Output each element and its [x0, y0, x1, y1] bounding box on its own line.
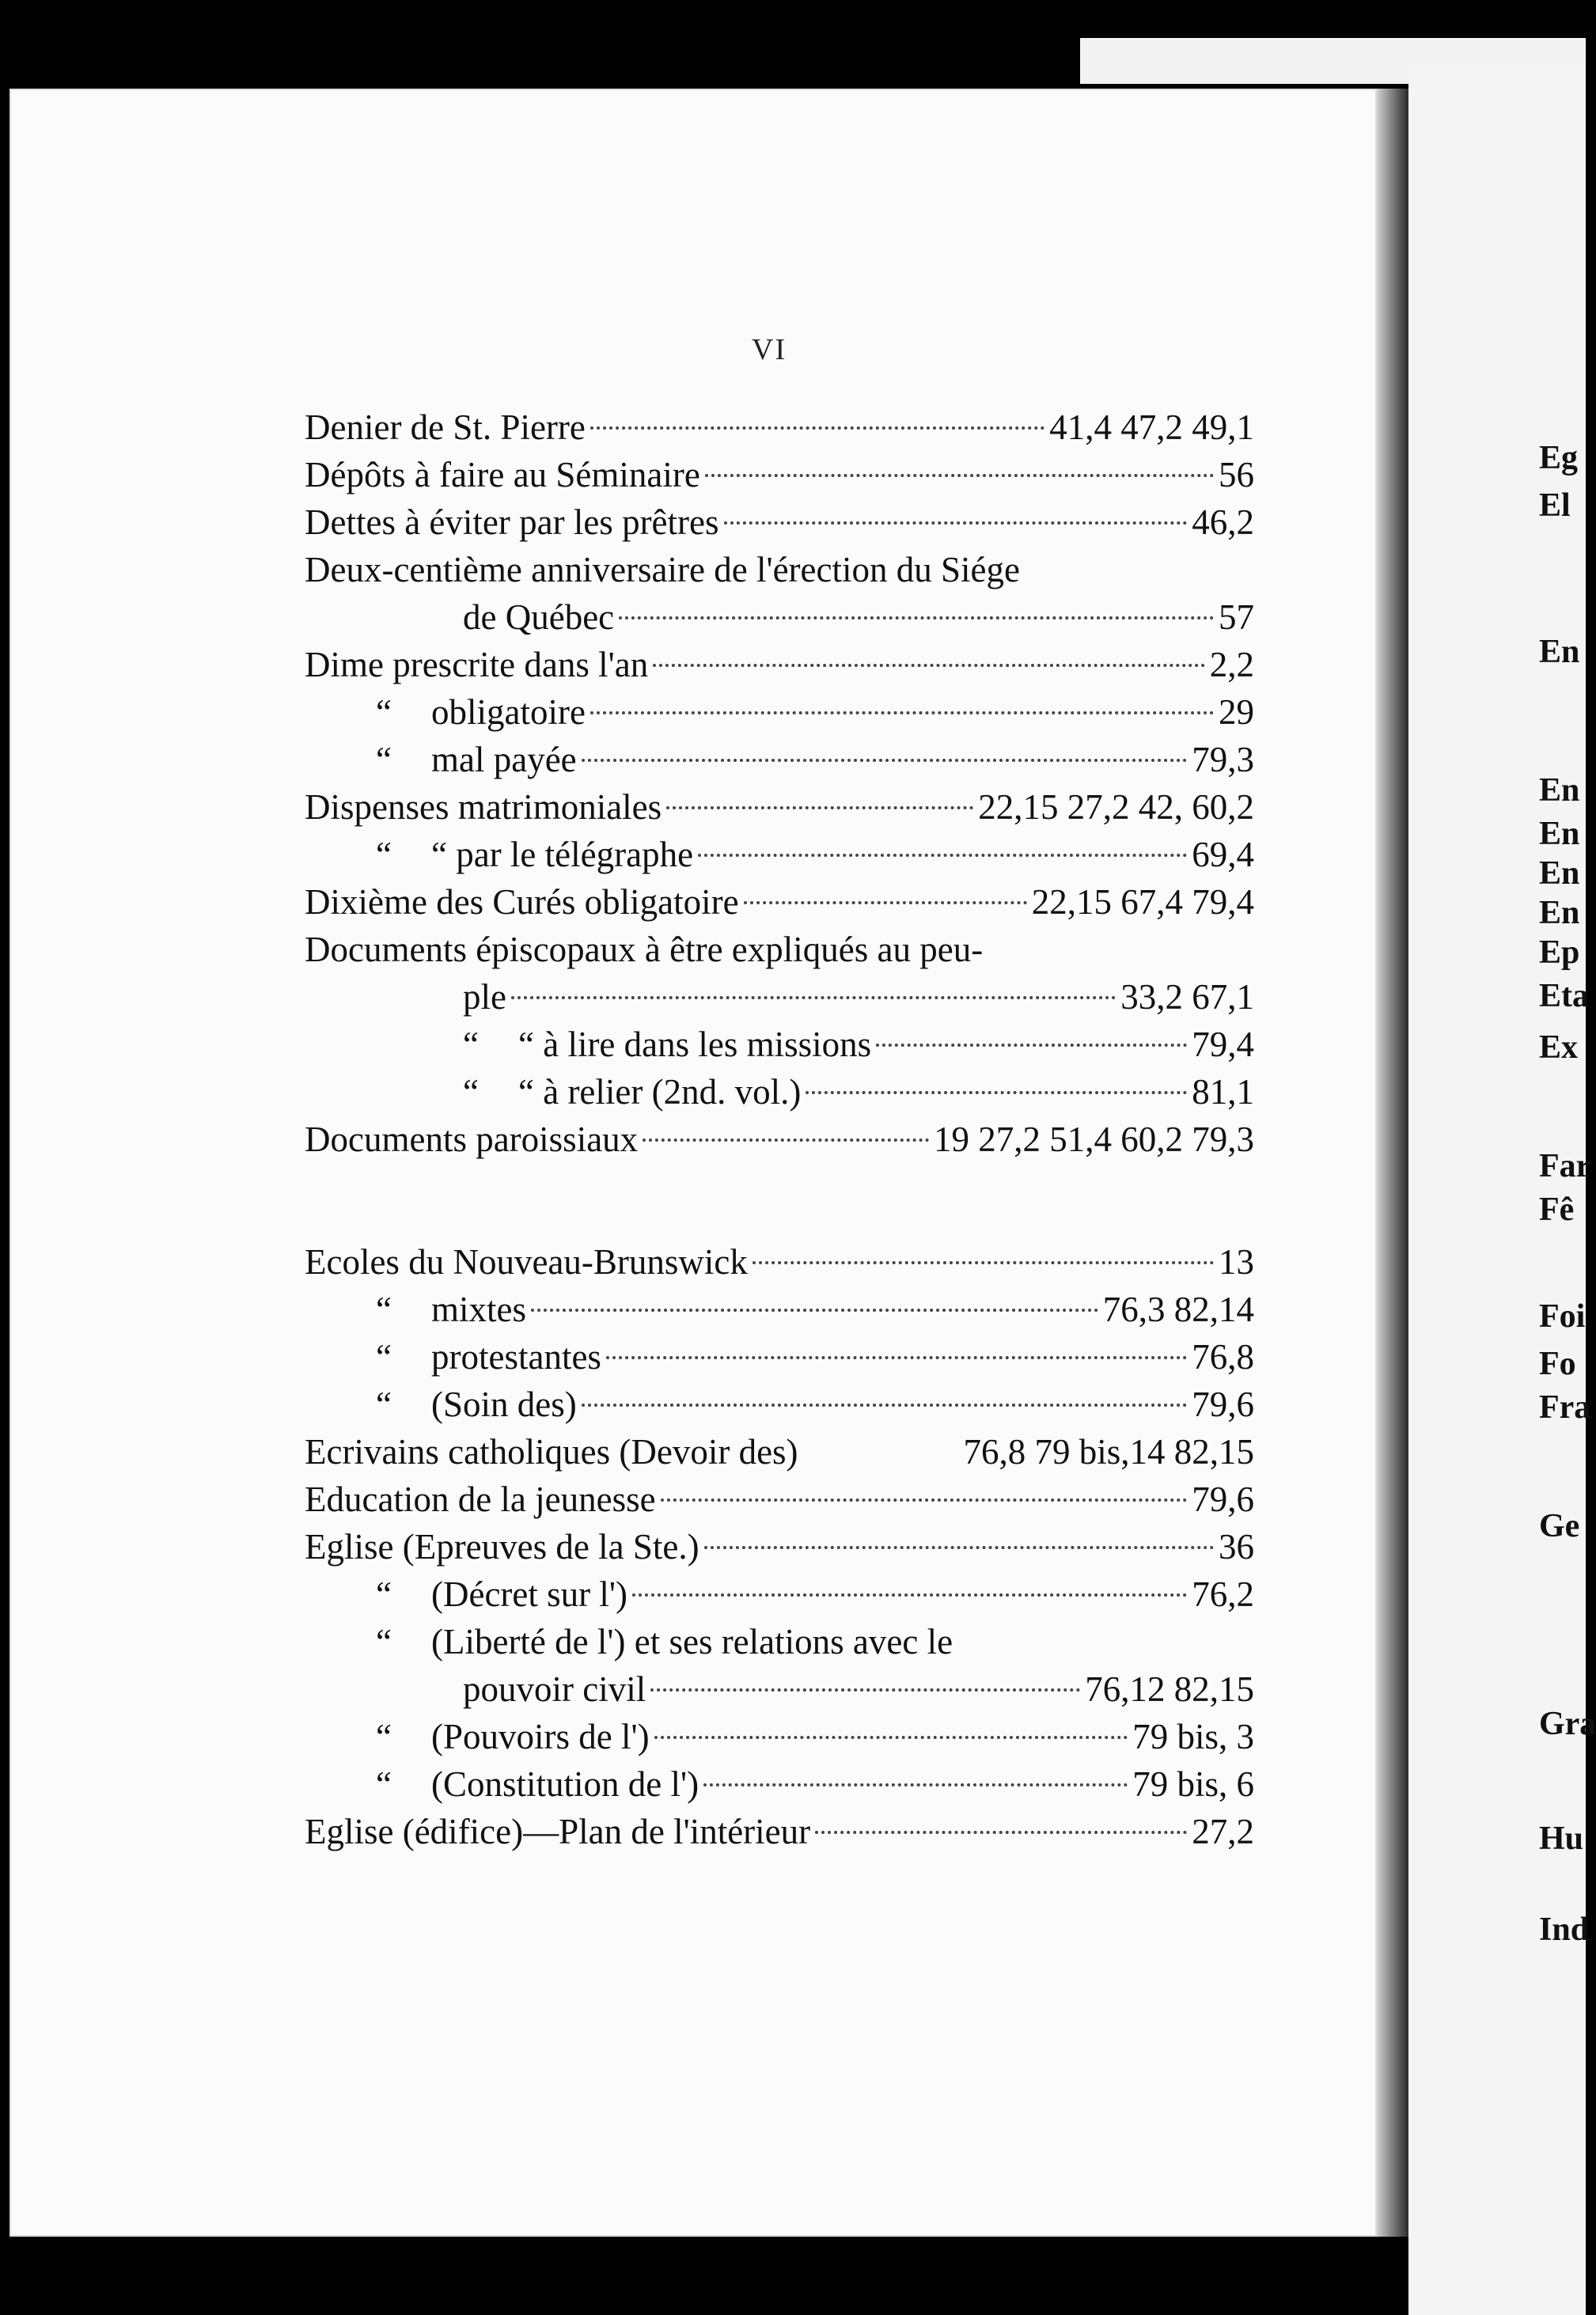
entry-pages: 79 bis, 6 — [1132, 1764, 1254, 1804]
entry-label: Dime prescrite dans l'an — [305, 645, 649, 684]
entry-label: mal payée — [431, 740, 577, 779]
entry-label: (Pouvoirs de l') — [431, 1717, 650, 1756]
entry-label: Documents épiscopaux à être expliqués au peu- — [305, 930, 984, 969]
index-entry — [305, 688, 1254, 736]
entry-pages: 81,1 — [1192, 1072, 1254, 1112]
ditto-mark: “ — [376, 835, 392, 874]
entry-pages: 56 — [1219, 455, 1254, 494]
ditto-mark: “ — [376, 1622, 392, 1661]
index-entry — [305, 878, 1254, 926]
entry-label: de Québec — [463, 597, 615, 637]
entry-label: “ par le télégraphe — [431, 835, 694, 874]
index-entry — [305, 498, 1254, 546]
facing-page-word-fragment: Ind — [1539, 1911, 1590, 1948]
index-entry — [305, 973, 1254, 1021]
dot-leader — [582, 1404, 1188, 1407]
entry-label: (Soin des) — [431, 1385, 577, 1424]
facing-page-word-fragment: Foi — [1539, 1298, 1586, 1335]
dot-leader — [703, 1783, 1128, 1786]
dot-leader — [590, 426, 1044, 430]
index-entry — [305, 593, 1254, 641]
facing-page-word-fragment: El — [1539, 487, 1571, 524]
entry-pages: 41,4 47,2 49,1 — [1049, 407, 1254, 447]
page-number: VI — [752, 333, 787, 366]
entry-pages: 29 — [1219, 692, 1254, 732]
entry-label: pouvoir civil — [463, 1669, 646, 1709]
dot-leader — [815, 1831, 1187, 1834]
entry-label: Education de la jeunesse — [305, 1480, 656, 1519]
entry-label: obligatoire — [431, 692, 586, 732]
ditto-mark: “ — [376, 1717, 392, 1756]
dot-leader — [806, 1091, 1187, 1094]
dot-leader — [590, 711, 1214, 714]
facing-page-word-fragment: En — [1539, 634, 1580, 670]
entry-pages: 22,15 67,4 79,4 — [1031, 882, 1254, 922]
dot-leader — [632, 1593, 1187, 1597]
entry-label: (Décret sur l') — [431, 1574, 627, 1614]
index-entry — [305, 641, 1254, 688]
index-entry — [305, 1238, 1254, 1286]
facing-page-word-fragment: En — [1539, 816, 1580, 852]
ditto-mark: “ — [376, 1574, 392, 1614]
index-entry — [305, 451, 1254, 498]
entry-label: Dixième des Curés obligatoire — [305, 882, 739, 922]
index-entry — [305, 546, 1254, 593]
entry-label: Ecrivains catholiques (Devoir des) — [305, 1432, 798, 1472]
dot-leader — [582, 759, 1188, 762]
ditto-mark: “ — [463, 1072, 479, 1112]
facing-page-word-fragment: Eg — [1539, 440, 1579, 476]
index-entry — [305, 1760, 1254, 1808]
dot-leader — [654, 1736, 1128, 1739]
facing-page-word-fragment: Gra — [1539, 1706, 1596, 1742]
index-entry — [305, 831, 1254, 878]
entry-label: Denier de St. Pierre — [305, 407, 586, 447]
entry-label: mixtes — [431, 1290, 526, 1329]
entry-label: Documents paroissiaux — [305, 1120, 639, 1159]
entry-pages: 79,6 — [1192, 1385, 1254, 1424]
entry-label: Dépôts à faire au Séminaire — [305, 455, 700, 494]
index-entry — [305, 736, 1254, 783]
index-entry — [305, 1618, 1254, 1665]
facing-page-word-fragment: En — [1539, 855, 1580, 892]
index-entry — [305, 1665, 1254, 1713]
entry-pages: 57 — [1219, 597, 1254, 637]
index-section-d — [305, 404, 1254, 1163]
entry-pages: 76,8 — [1192, 1337, 1254, 1377]
dot-leader — [744, 901, 1027, 904]
facing-page-word-fragment: Ep — [1539, 934, 1580, 971]
facing-page-word-fragment: En — [1539, 772, 1580, 809]
index-entry — [305, 1428, 1254, 1476]
dot-leader — [698, 854, 1187, 857]
page-gutter-shadow — [1377, 89, 1408, 2237]
index-entry — [305, 1021, 1254, 1068]
index-entry — [305, 1570, 1254, 1618]
entry-label: ple — [463, 977, 506, 1017]
index-entry — [305, 404, 1254, 451]
dot-leader — [531, 1309, 1098, 1312]
entry-label: Deux-centième anniversaire de l'érection du Siége — [305, 550, 1020, 589]
dot-leader — [753, 1261, 1214, 1264]
entry-pages: 79,6 — [1192, 1480, 1254, 1519]
entry-label: Eglise (Epreuves de la Ste.) — [305, 1527, 699, 1567]
dot-leader — [606, 1356, 1187, 1359]
dot-leader — [666, 806, 973, 809]
dot-leader — [661, 1498, 1188, 1502]
entry-label: Dettes à éviter par les prêtres — [305, 502, 719, 542]
index-entry — [305, 1808, 1254, 1855]
entry-label: “ à relier (2nd. vol.) — [518, 1072, 802, 1112]
facing-page-word-fragment: Far — [1539, 1148, 1591, 1184]
index-entry — [305, 1286, 1254, 1333]
facing-page — [1408, 63, 1586, 2315]
entry-label: “ à lire dans les missions — [518, 1025, 872, 1064]
entry-label: Ecoles du Nouveau-Brunswick — [305, 1242, 748, 1282]
index-entry — [305, 1476, 1254, 1523]
dot-leader — [724, 521, 1188, 525]
facing-page-word-fragment: Eta — [1539, 978, 1589, 1014]
facing-page-word-fragment: En — [1539, 895, 1580, 931]
index-entry — [305, 1116, 1254, 1163]
ditto-mark: “ — [376, 1764, 392, 1804]
index-entry — [305, 1068, 1254, 1116]
entry-label: protestantes — [431, 1337, 601, 1377]
facing-page-word-fragment: Ex — [1539, 1029, 1579, 1066]
index-entry — [305, 926, 1254, 973]
ditto-mark: “ — [376, 1290, 392, 1329]
facing-page-word-fragment: Fê — [1539, 1192, 1575, 1228]
facing-page-word-fragment: Fo — [1539, 1346, 1576, 1382]
entry-pages: 36 — [1219, 1527, 1254, 1567]
dot-leader — [653, 664, 1205, 667]
facing-page-word-fragment: Hu — [1539, 1821, 1584, 1857]
dot-leader — [704, 1546, 1214, 1549]
entry-pages: 22,15 27,2 42, 60,2 — [978, 787, 1254, 827]
entry-pages: 79,3 — [1192, 740, 1254, 779]
dot-leader — [876, 1044, 1187, 1047]
dot-leader — [511, 996, 1116, 999]
entry-pages: 79 bis, 3 — [1132, 1717, 1254, 1756]
entry-label: (Constitution de l') — [431, 1764, 699, 1804]
facing-page-word-fragment: Ge — [1539, 1508, 1580, 1544]
ditto-mark: “ — [376, 1337, 392, 1377]
entry-label: (Liberté de l') et ses relations avec le — [431, 1622, 953, 1661]
ditto-mark: “ — [376, 740, 392, 779]
index-entry — [305, 1713, 1254, 1760]
entry-pages: 19 27,2 51,4 60,2 79,3 — [934, 1120, 1254, 1159]
index-entry — [305, 1381, 1254, 1428]
dot-leader — [705, 474, 1214, 477]
index-entry — [305, 1523, 1254, 1570]
index-entries — [305, 404, 1254, 1855]
entry-pages: 27,2 — [1192, 1812, 1254, 1851]
section-gap — [305, 1163, 1254, 1238]
ditto-mark: “ — [463, 1025, 479, 1064]
ditto-mark: “ — [376, 692, 392, 732]
dot-leader — [643, 1139, 929, 1142]
entry-pages: 13 — [1219, 1242, 1254, 1282]
entry-pages: 2,2 — [1209, 645, 1254, 684]
entry-pages: 76,12 82,15 — [1085, 1669, 1254, 1709]
entry-pages: 33,2 67,1 — [1120, 977, 1254, 1017]
entry-pages: 76,2 — [1192, 1574, 1254, 1614]
ditto-mark: “ — [376, 1385, 392, 1424]
entry-pages: 76,3 82,14 — [1102, 1290, 1254, 1329]
dot-leader — [619, 616, 1214, 619]
entry-pages: 76,8 79 bis,14 82,15 — [963, 1432, 1254, 1472]
facing-page-word-fragment: Fra — [1539, 1389, 1591, 1426]
index-entry — [305, 1333, 1254, 1381]
index-entry — [305, 783, 1254, 831]
index-section-e — [305, 1238, 1254, 1855]
entry-pages: 79,4 — [1192, 1025, 1254, 1064]
entry-label: Eglise (édifice)—Plan de l'intérieur — [305, 1812, 811, 1851]
dot-leader — [650, 1688, 1080, 1692]
entry-pages: 46,2 — [1192, 502, 1254, 542]
entry-pages: 69,4 — [1192, 835, 1254, 874]
entry-label: Dispenses matrimoniales — [305, 787, 662, 827]
